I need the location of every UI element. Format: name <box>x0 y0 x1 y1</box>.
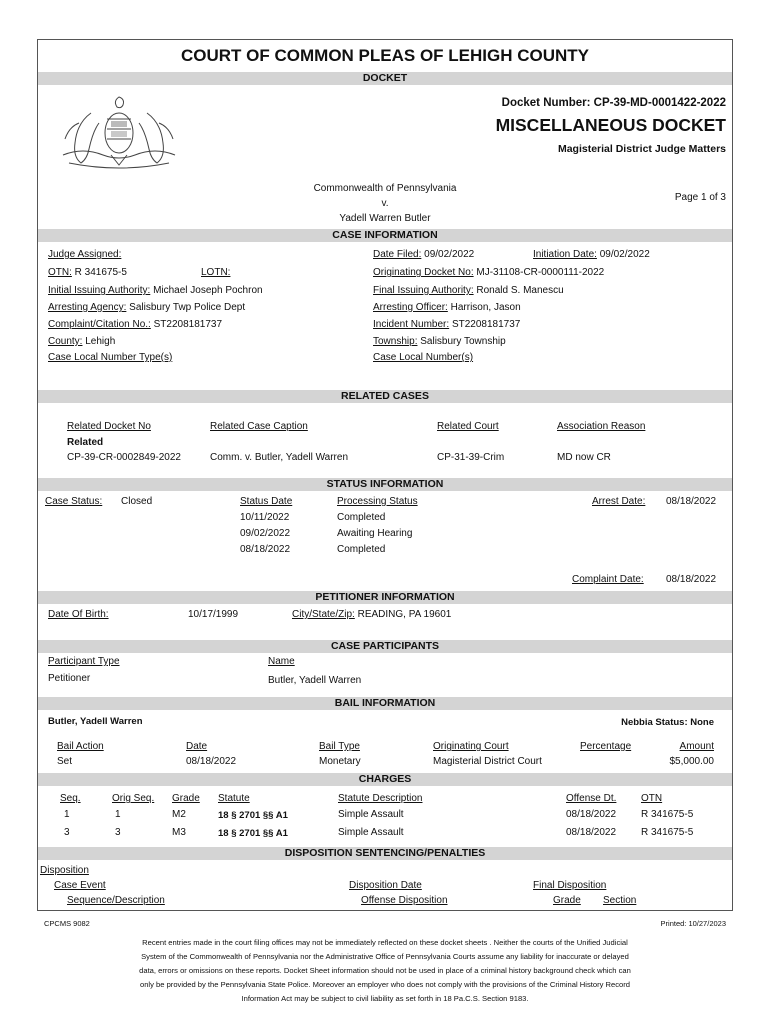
amount-header: Amount <box>679 741 714 752</box>
related-caption-value: Comm. v. Butler, Yadell Warren <box>210 452 349 463</box>
participant-name-value: Butler, Yadell Warren <box>268 675 362 686</box>
arresting-officer-label: Arresting Officer: <box>373 302 448 313</box>
final-disposition-label: Final Disposition <box>533 880 607 891</box>
originating-court-header: Originating Court <box>433 741 509 752</box>
charge-1-description: Simple Assault <box>338 809 404 820</box>
judge-assigned-label: Judge Assigned: <box>48 249 122 260</box>
case-status-label: Case Status: <box>45 496 103 507</box>
charges-header: CHARGES <box>38 773 732 786</box>
offense-date-header: Offense Dt. <box>566 793 617 804</box>
related-docket-value: CP-39-CR-0002849-2022 <box>67 452 181 463</box>
otn <box>48 267 127 278</box>
statute-header: Statute <box>218 793 250 804</box>
charge-2-grade: M3 <box>172 827 186 838</box>
otn-label: OTN: <box>48 267 72 278</box>
caption-line-2: v. <box>381 198 389 209</box>
disposition-label: Disposition <box>40 865 89 876</box>
form-code: CPCMS 9082 <box>44 919 90 928</box>
participant-name-header: Name <box>268 656 295 667</box>
charge-2-orig-seq: 3 <box>115 827 121 838</box>
processing-status-1: Completed <box>337 512 386 523</box>
charge-1-statute: 18 § 2701 §§ A1 <box>218 810 288 821</box>
charge-1-seq: 1 <box>64 809 70 820</box>
related-cases-header: RELATED CASES <box>38 390 732 403</box>
complaint-date-label: Complaint Date: <box>572 574 644 585</box>
originating-docket <box>373 267 604 278</box>
charge-otn-header: OTN <box>641 793 663 804</box>
county <box>48 336 115 347</box>
related-court-header: Related Court <box>437 421 499 432</box>
disposition-section-label: Section <box>603 895 637 906</box>
final-authority-value: Ronald S. Manescu <box>476 285 564 296</box>
status-date-3: 08/18/2022 <box>240 544 291 555</box>
final-authority <box>373 285 564 296</box>
nebbia-status: Nebbia Status: None <box>621 717 714 728</box>
charge-2-description: Simple Assault <box>338 827 404 838</box>
charge-2-seq: 3 <box>64 827 70 838</box>
bail-type-value: Monetary <box>319 756 361 767</box>
city-state-zip <box>292 609 451 620</box>
complaint-citation-label: Complaint/Citation No.: <box>48 319 151 330</box>
association-reason-value: MD now CR <box>557 452 611 463</box>
percentage-header: Percentage <box>580 741 632 752</box>
bail-person: Butler, Yadell Warren <box>48 716 143 727</box>
complaint-citation-value: ST2208181737 <box>153 319 223 330</box>
case-event-label: Case Event <box>54 880 106 891</box>
arrest-date-value: 08/18/2022 <box>666 496 717 507</box>
participant-type-header: Participant Type <box>48 656 120 667</box>
arresting-officer <box>373 302 521 313</box>
related-group-label: Related <box>67 437 104 448</box>
processing-status-3: Completed <box>337 544 386 555</box>
printed-date: Printed: 10/27/2023 <box>660 919 726 928</box>
caption-line-3: Yadell Warren Butler <box>339 213 431 224</box>
status-information-header: STATUS INFORMATION <box>38 478 732 491</box>
originating-docket-label: Originating Docket No: <box>373 267 474 278</box>
pennsylvania-seal-icon <box>55 93 183 175</box>
bail-date-header: Date <box>186 741 208 752</box>
status-date-2: 09/02/2022 <box>240 528 291 539</box>
disposition-header: DISPOSITION SENTENCING/PENALTIES <box>38 847 732 860</box>
docket-subtitle: Magisterial District Judge Matters <box>557 143 726 155</box>
dob-label: Date Of Birth: <box>48 609 109 620</box>
disclaimer-line-1: Recent entries made in the court filing offices may not be immediately reflected on these docket sheets . Neither the courts of the Unified Judicial <box>142 938 628 947</box>
initiation-date <box>533 249 650 260</box>
charge-1-grade: M2 <box>172 809 186 820</box>
petitioner-information-header: PETITIONER INFORMATION <box>38 591 732 604</box>
processing-status-header: Processing Status <box>337 496 418 507</box>
incident-number-value: ST2208181737 <box>451 319 521 330</box>
offense-disposition-label: Offense Disposition <box>361 895 448 906</box>
date-filed-label: Date Filed: <box>373 249 422 260</box>
county-label: County: <box>48 336 83 347</box>
case-status-value: Closed <box>121 496 153 507</box>
seq-header: Seq. <box>60 793 81 804</box>
disclaimer-line-3: data, errors or omissions on these reports. Docket Sheet information should not be used in place of a criminal history background check which can <box>139 966 631 975</box>
disclaimer-line-2: System of the Commonwealth of Pennsylvania nor the Administrative Office of Pennsylvania Courts assume any liability for inaccurate or delayed <box>141 952 629 961</box>
related-docket-header: Related Docket No <box>67 421 151 432</box>
initiation-date-value: 09/02/2022 <box>599 249 650 260</box>
association-reason-header: Association Reason <box>557 421 646 432</box>
date-filed <box>373 249 474 260</box>
initial-authority-value: Michael Joseph Pochron <box>153 285 263 296</box>
court-title: COURT OF COMMON PLEAS OF LEHIGH COUNTY <box>181 46 589 65</box>
bail-type-header: Bail Type <box>319 741 360 752</box>
disposition-date-label: Disposition Date <box>349 880 422 891</box>
grade-header: Grade <box>172 793 200 804</box>
incident-number <box>373 319 520 330</box>
bail-action-header: Bail Action <box>57 741 104 752</box>
caption-line-1: Commonwealth of Pennsylvania <box>313 183 457 194</box>
docket-bar: DOCKET <box>38 72 732 85</box>
charge-2-statute: 18 § 2701 §§ A1 <box>218 828 288 839</box>
docket-number: Docket Number: CP-39-MD-0001422-2022 <box>501 97 726 109</box>
township-label: Township: <box>373 336 418 347</box>
statute-description-header: Statute Description <box>338 793 423 804</box>
township <box>373 336 506 347</box>
charge-1-offense-date: 08/18/2022 <box>566 809 617 820</box>
complaint-date-value: 08/18/2022 <box>666 574 717 585</box>
related-court-value: CP-31-39-Crim <box>437 452 505 463</box>
final-authority-label: Final Issuing Authority: <box>373 285 474 296</box>
disposition-grade-label: Grade <box>553 895 581 906</box>
case-participants-header: CASE PARTICIPANTS <box>38 640 732 653</box>
orig-seq-header: Orig Seq. <box>112 793 155 804</box>
dob-value: 10/17/1999 <box>188 609 239 620</box>
arresting-agency-value: Salisbury Twp Police Dept <box>129 302 246 313</box>
charge-2-offense-date: 08/18/2022 <box>566 827 617 838</box>
status-date-1: 10/11/2022 <box>240 512 290 523</box>
charge-1-orig-seq: 1 <box>115 809 121 820</box>
city-state-zip-label: City/State/Zip: <box>292 609 355 620</box>
processing-status-2: Awaiting Hearing <box>337 528 413 539</box>
participant-type-value: Petitioner <box>48 673 91 684</box>
bail-information-header: BAIL INFORMATION <box>38 697 732 710</box>
otn-value: R 341675-5 <box>74 267 127 278</box>
township-value: Salisbury Township <box>420 336 506 347</box>
initial-authority-label: Initial Issuing Authority: <box>48 285 151 296</box>
case-information-header: CASE INFORMATION <box>38 229 732 242</box>
incident-number-label: Incident Number: <box>373 319 450 330</box>
arrest-date-label: Arrest Date: <box>592 496 646 507</box>
disclaimer-line-4: only be provided by the Pennsylvania State Police. Moreover an employer who does not comply with the provisions of the Criminal History Record <box>139 980 631 989</box>
county-value: Lehigh <box>85 336 116 347</box>
city-state-zip-value: READING, PA 19601 <box>357 609 452 620</box>
bail-date-value: 08/18/2022 <box>186 756 237 767</box>
sequence-description-label: Sequence/Description <box>67 895 165 906</box>
lotn-label: LOTN: <box>201 267 231 278</box>
page-number: Page 1 of 3 <box>674 192 726 203</box>
arresting-officer-value: Harrison, Jason <box>450 302 521 313</box>
date-filed-value: 09/02/2022 <box>424 249 475 260</box>
amount-value: $5,000.00 <box>669 756 714 767</box>
charge-2-otn: R 341675-5 <box>641 827 694 838</box>
docket-type: MISCELLANEOUS DOCKET <box>495 115 726 135</box>
arresting-agency <box>48 302 245 313</box>
charge-1-otn: R 341675-5 <box>641 809 694 820</box>
disclaimer-line-5: Information Act may be subject to civil liability as set forth in 18 Pa.C.S. Section 9183. <box>241 994 529 1003</box>
initiation-date-label: Initiation Date: <box>533 249 597 260</box>
status-date-header: Status Date <box>240 496 293 507</box>
arresting-agency-label: Arresting Agency: <box>48 302 127 313</box>
related-caption-header: Related Case Caption <box>210 421 308 432</box>
complaint-citation <box>48 319 222 330</box>
case-local-number-label: Case Local Number(s) <box>373 352 474 363</box>
initial-authority <box>48 285 263 296</box>
originating-court-value: Magisterial District Court <box>433 756 542 767</box>
originating-docket-value: MJ-31108-CR-0000111-2022 <box>476 267 605 278</box>
case-local-type-label: Case Local Number Type(s) <box>48 352 173 363</box>
bail-action-value: Set <box>57 756 73 767</box>
